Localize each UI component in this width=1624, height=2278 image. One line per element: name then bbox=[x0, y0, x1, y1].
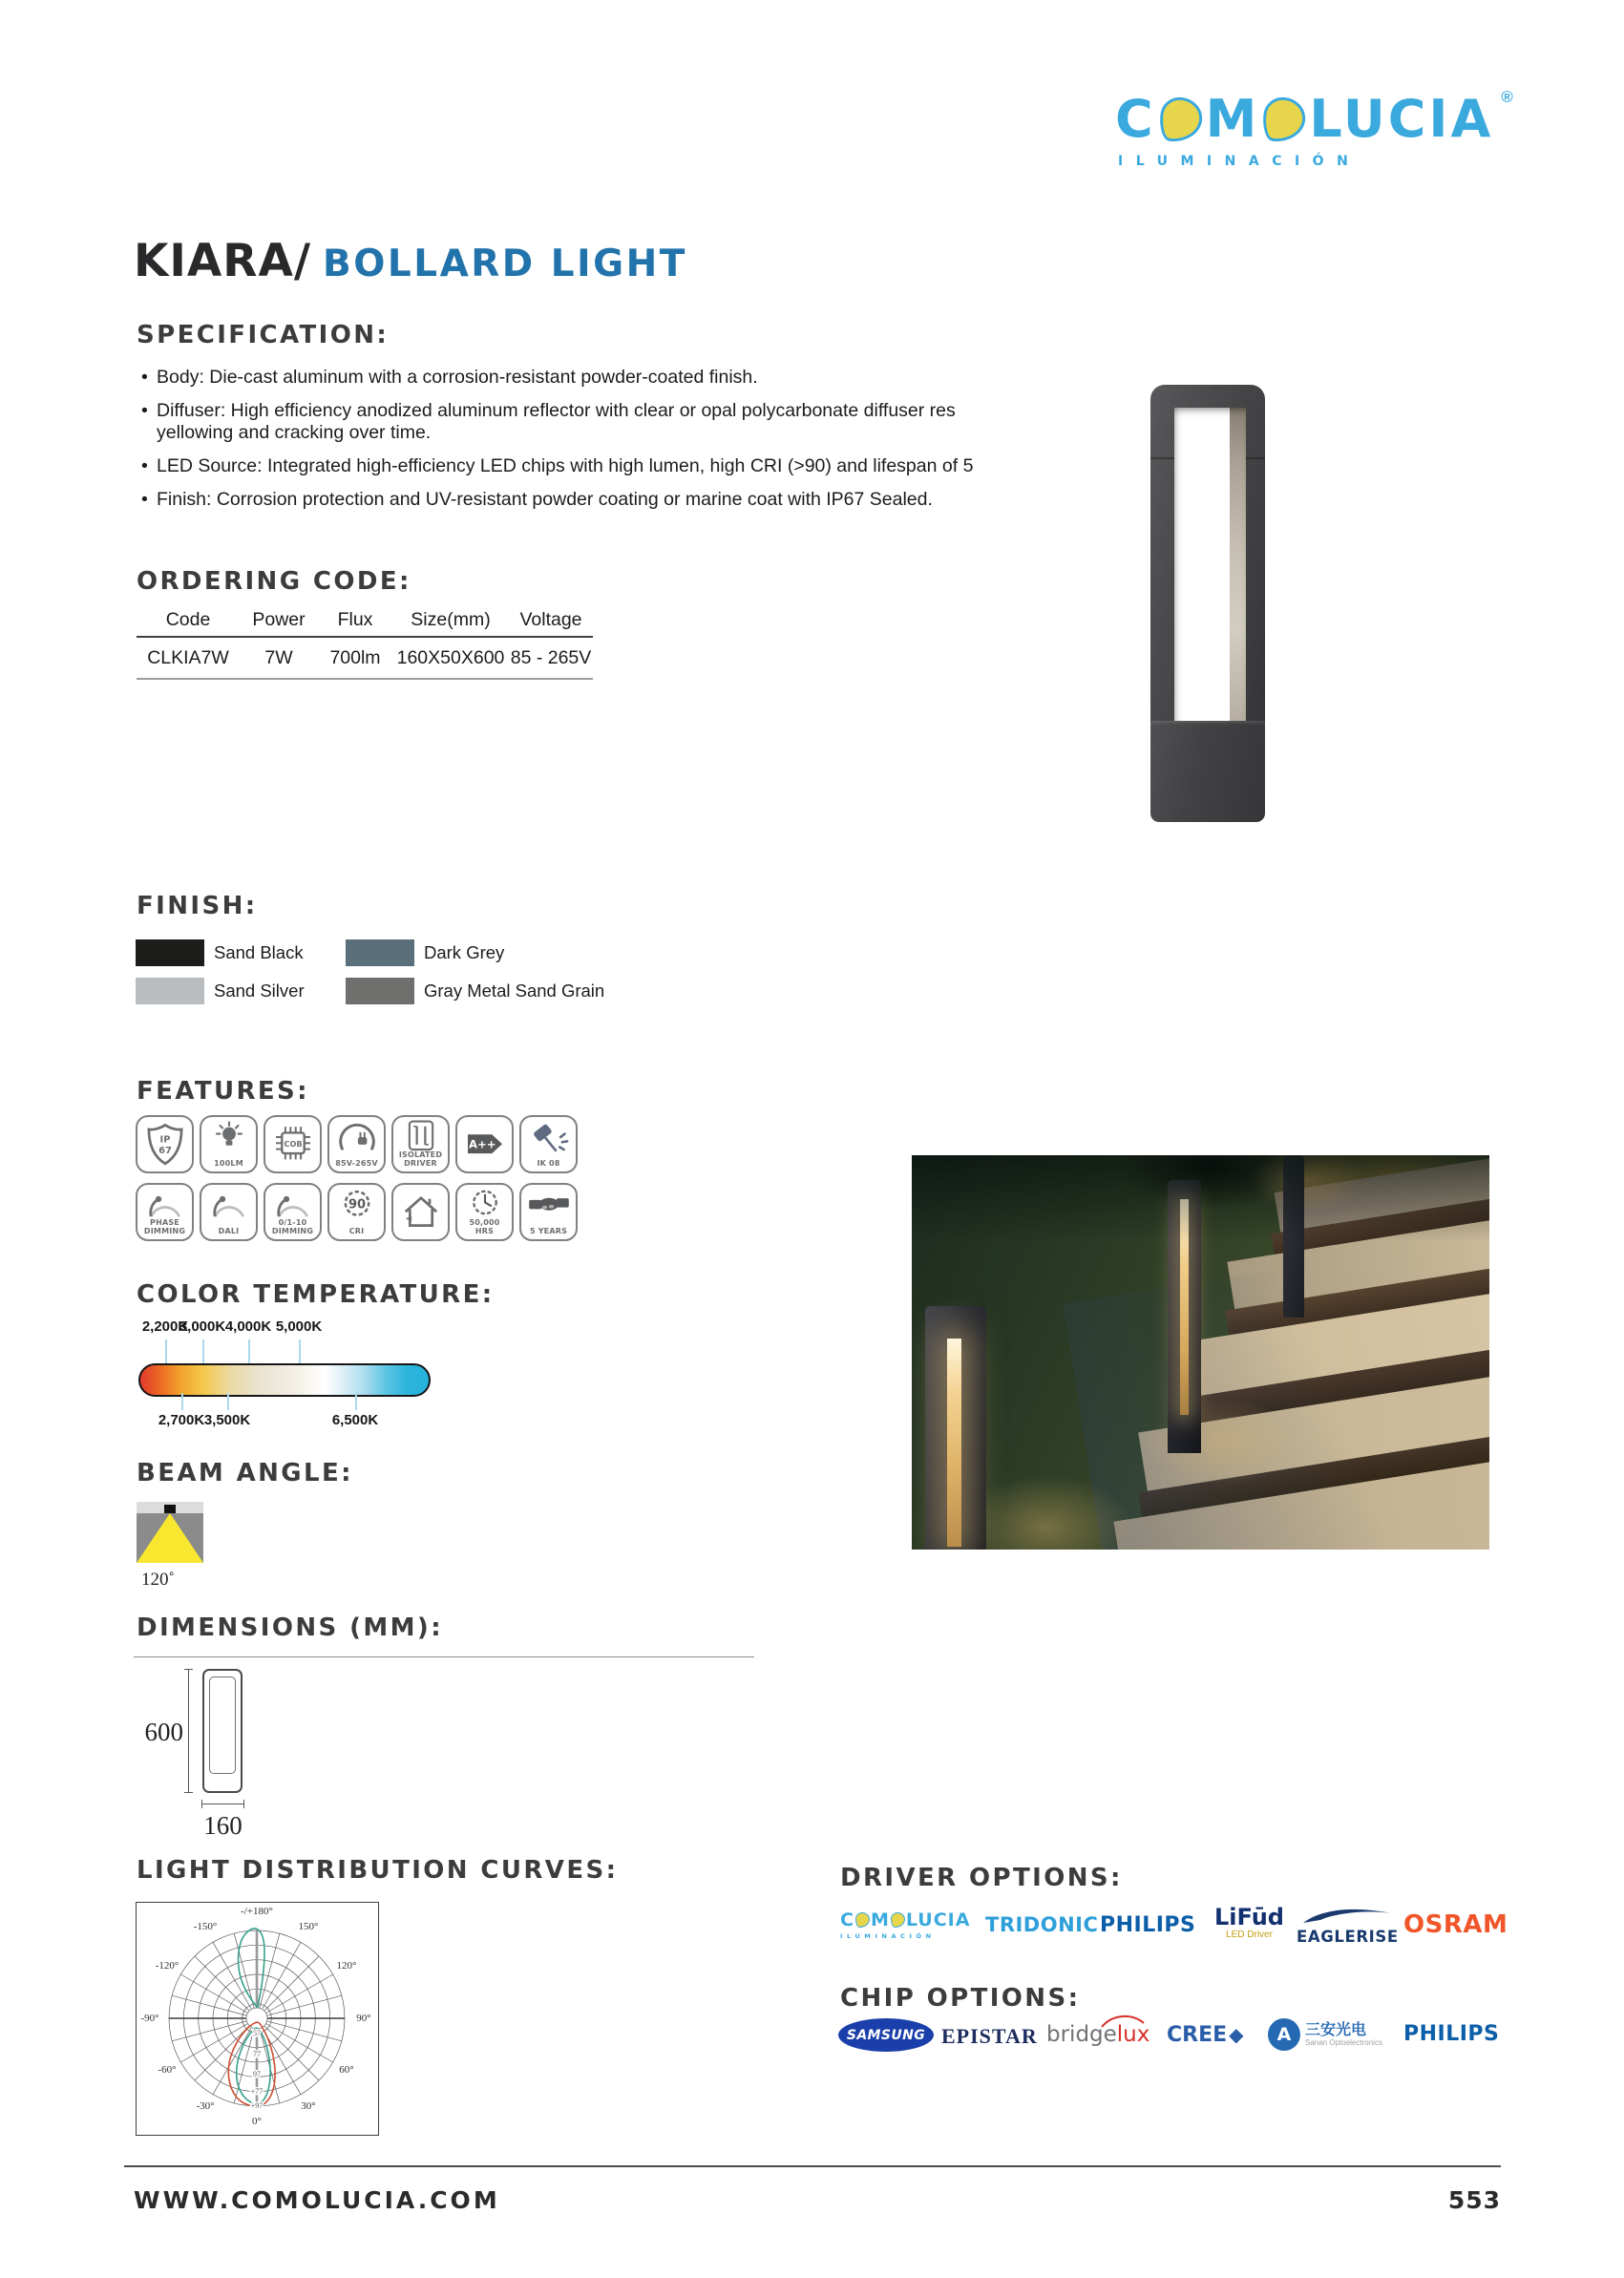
bridgelux-part2: lux bbox=[1116, 2022, 1150, 2047]
dimensions-rule bbox=[134, 1656, 754, 1657]
logo-letters-lucia: LUCIA bbox=[1309, 89, 1494, 149]
ordering-value-cell: 7W bbox=[264, 647, 293, 668]
svg-text:COB: COB bbox=[284, 1138, 302, 1149]
logo-pick-icon bbox=[1157, 95, 1204, 143]
heading-light-distribution: LIGHT DISTRIBUTION CURVES: bbox=[137, 1856, 619, 1885]
beam-source bbox=[164, 1505, 176, 1513]
feature-icon-isolated bbox=[391, 1115, 450, 1173]
feature-icon-bulb bbox=[200, 1115, 258, 1173]
heading-dimensions: DIMENSIONS (MM): bbox=[137, 1614, 443, 1642]
color-temp-tick-label: 3,000K bbox=[179, 1318, 226, 1335]
svg-text:IP: IP bbox=[159, 1134, 170, 1146]
logo-subtitle: ILUMINACIÓN bbox=[1118, 154, 1361, 169]
logo-letters-lucia: LUCIA bbox=[905, 1909, 971, 1930]
svg-text:-30°: -30° bbox=[196, 2100, 215, 2112]
chip-logo-philips: PHILIPS bbox=[1403, 2022, 1500, 2046]
svg-text:67: 67 bbox=[158, 1146, 172, 1157]
product-render bbox=[1150, 385, 1265, 822]
logo-letter-c: C bbox=[1115, 89, 1156, 149]
feature-caption: 5 YEARS bbox=[529, 1226, 568, 1235]
cree-wordmark: CREE bbox=[1167, 2023, 1228, 2047]
color-temp-tick bbox=[299, 1339, 301, 1363]
color-temp-tick bbox=[248, 1339, 250, 1363]
dimension-width-value: 160 bbox=[203, 1811, 243, 1840]
page-title bbox=[134, 235, 687, 287]
finish-label: Dark Grey bbox=[424, 942, 505, 962]
svg-text:97: 97 bbox=[253, 2070, 261, 2078]
feature-icon-handshake bbox=[519, 1183, 578, 1241]
chip-logo-epistar: EPISTAR bbox=[941, 2024, 1038, 2048]
svg-text:120°: 120° bbox=[336, 1960, 357, 1972]
svg-text:77: 77 bbox=[253, 2050, 261, 2058]
driver-logo-comolucia bbox=[840, 1909, 970, 1940]
bollard-cutout bbox=[1174, 408, 1246, 723]
product-name: KIARA/ bbox=[134, 235, 312, 287]
spec-list bbox=[141, 367, 1058, 522]
svg-text:-150°: -150° bbox=[193, 1921, 218, 1932]
feature-icon-cri bbox=[327, 1183, 386, 1241]
driver-logo-tridonic: TRIDONIC bbox=[985, 1913, 1099, 1936]
svg-text:150°: 150° bbox=[298, 1921, 319, 1932]
svg-text:30°: 30° bbox=[301, 2100, 316, 2112]
logo-letter-m: M bbox=[870, 1909, 890, 1930]
feature-caption: DALI bbox=[218, 1226, 240, 1235]
mini-logo-row bbox=[840, 1909, 970, 1930]
feature-icon-chip bbox=[264, 1115, 322, 1173]
ordering-data-row bbox=[137, 638, 593, 680]
beam-cone bbox=[137, 1513, 203, 1563]
dimension-tick bbox=[184, 1669, 193, 1670]
spec-bullet-line: • Finish: Corrosion protection and UV-resistant powder coating or marine coat with IP67 Sealed. bbox=[157, 489, 933, 510]
feature-icon-shield bbox=[136, 1115, 194, 1173]
finish-label: Gray Metal Sand Grain bbox=[424, 981, 605, 1001]
bollard-lamp-panel bbox=[1230, 408, 1246, 723]
feature-icon-hammer bbox=[519, 1115, 578, 1173]
driver-logo-eaglerise bbox=[1297, 1906, 1399, 1946]
feature-icon-clock bbox=[455, 1183, 514, 1241]
bollard-base bbox=[1150, 721, 1265, 822]
beam-angle-value: 120˚ bbox=[141, 1570, 175, 1590]
heading-finish: FINISH: bbox=[137, 892, 258, 920]
feature-caption: IK 08 bbox=[537, 1158, 560, 1168]
chip-logo-samsung bbox=[838, 2018, 934, 2052]
product-category: BOLLARD LIGHT bbox=[323, 243, 687, 285]
sanan-subtitle: Sanan Optoelectronics bbox=[1305, 2038, 1382, 2048]
color-temp-tick bbox=[227, 1393, 229, 1410]
ordering-header-cell: Code bbox=[165, 609, 211, 630]
feature-caption: ISOLATED DRIVER bbox=[398, 1150, 443, 1168]
feature-caption: 85V-265V bbox=[335, 1158, 378, 1168]
dimension-width-line bbox=[201, 1803, 244, 1804]
cree-diamond-icon: ◆ bbox=[1229, 2023, 1244, 2046]
sanan-cn-wordmark: 三安光电 bbox=[1305, 2021, 1367, 2038]
spec-bullet-line: yellowing and cracking over time. bbox=[157, 422, 432, 443]
svg-text:-120°: -120° bbox=[155, 1960, 179, 1972]
footer-page-number: 553 bbox=[1447, 2186, 1501, 2214]
spec-bullet bbox=[141, 400, 1058, 444]
logo-letter-c: C bbox=[840, 1909, 854, 1930]
finish-swatch bbox=[136, 978, 204, 1004]
feature-icon-dial bbox=[200, 1183, 258, 1241]
brand-logo bbox=[1115, 88, 1564, 169]
heading-driver-options: DRIVER OPTIONS: bbox=[840, 1864, 1123, 1892]
eagle-swoosh-icon bbox=[1299, 1906, 1395, 1925]
beam-body bbox=[137, 1513, 203, 1563]
mini-logo-subtitle: ILUMINACIÓN bbox=[840, 1932, 936, 1940]
spec-bullet-line: • Body: Die-cast aluminum with a corrosion-resistant powder-coated finish. bbox=[157, 367, 758, 388]
finish-label: Sand Silver bbox=[214, 981, 305, 1001]
feature-caption: 100LM bbox=[214, 1158, 243, 1168]
ordering-header-cell: Power bbox=[252, 609, 306, 630]
svg-text:+97: +97 bbox=[250, 2101, 264, 2110]
svg-text:57: 57 bbox=[253, 2029, 261, 2037]
color-temp-tick-label: 5,000K bbox=[275, 1318, 323, 1335]
svg-text:-90°: -90° bbox=[140, 2013, 159, 2024]
ordering-header-cell: Size(mm) bbox=[411, 609, 491, 630]
footer-rule bbox=[124, 2165, 1501, 2167]
color-temp-tick bbox=[165, 1339, 167, 1363]
dimension-tick bbox=[184, 1792, 193, 1793]
dimension-height-line bbox=[188, 1669, 189, 1793]
finish-swatch bbox=[136, 939, 204, 966]
svg-text:-60°: -60° bbox=[158, 2064, 177, 2076]
ordering-header-cell: Flux bbox=[337, 609, 373, 630]
samsung-wordmark: SAMSUNG bbox=[846, 2027, 926, 2043]
logo-pick-icon bbox=[891, 1912, 905, 1928]
finish-swatch bbox=[346, 978, 414, 1004]
spec-bullet bbox=[141, 489, 1058, 511]
spec-bullet bbox=[141, 367, 1058, 389]
color-temp-tick-label: 4,000K bbox=[224, 1318, 272, 1335]
lifestyle-photo bbox=[912, 1155, 1489, 1550]
chip-logos-row bbox=[838, 2016, 1526, 2066]
registered-mark: ® bbox=[1501, 88, 1513, 106]
polar-grid bbox=[169, 1930, 345, 2106]
logo-pick-icon bbox=[855, 1912, 870, 1928]
svg-text:60°: 60° bbox=[339, 2064, 354, 2076]
svg-text:90: 90 bbox=[348, 1197, 366, 1213]
logo-pick-icon bbox=[1261, 95, 1308, 143]
eaglerise-wordmark: EAGLERISE bbox=[1297, 1928, 1399, 1946]
color-temperature-bar bbox=[138, 1363, 431, 1397]
color-temp-tick-label: 6,500K bbox=[331, 1412, 379, 1428]
feature-icon-dial bbox=[136, 1183, 194, 1241]
color-temp-tick-label: 3,500K bbox=[203, 1412, 251, 1428]
spec-bullet-line: • LED Source: Integrated high-efficiency LED chips with high lumen, high CRI (>90) and lifespan of 5 bbox=[157, 455, 974, 476]
features-grid bbox=[136, 1115, 589, 1251]
driver-logo-osram: OSRAM bbox=[1403, 1910, 1508, 1939]
color-temp-tick bbox=[202, 1339, 204, 1363]
ordering-value-cell: 85 - 265V bbox=[510, 647, 592, 668]
feature-caption: PHASE DIMMING bbox=[143, 1218, 186, 1235]
heading-ordering-code: ORDERING CODE: bbox=[137, 567, 411, 596]
feature-caption: CRI bbox=[348, 1226, 365, 1235]
bridgelux-part1: bridge bbox=[1046, 2022, 1117, 2047]
spec-bullet-line: • Diffuser: High efficiency anodized aluminum reflector with clear or opal polycarbonate diffuser res bbox=[157, 400, 956, 421]
photo-vignette bbox=[912, 1155, 1489, 1550]
svg-text:+77: +77 bbox=[250, 2087, 264, 2096]
polar-chart bbox=[137, 1903, 378, 2135]
dimension-drawing-inner bbox=[209, 1677, 236, 1774]
svg-text:-/+180°: -/+180° bbox=[241, 1906, 273, 1917]
sanan-circle-icon: A bbox=[1268, 2018, 1300, 2051]
finish-label: Sand Black bbox=[214, 942, 304, 962]
footer-website: WWW.COMOLUCIA.COM bbox=[134, 2186, 500, 2214]
brand-logo-row bbox=[1115, 88, 1564, 149]
svg-text:90°: 90° bbox=[356, 2013, 371, 2024]
chip-logo-cree bbox=[1167, 2023, 1244, 2047]
bollard-seam bbox=[1150, 457, 1174, 459]
finish-swatch bbox=[346, 939, 414, 966]
driver-logos-row bbox=[840, 1906, 1528, 1955]
dimension-tick bbox=[243, 1800, 244, 1808]
driver-logo-philips: PHILIPS bbox=[1100, 1913, 1196, 1937]
svg-text:0°: 0° bbox=[252, 2116, 262, 2127]
chip-logo-bridgelux bbox=[1046, 2022, 1149, 2047]
color-temp-tick-label: 2,700K bbox=[158, 1412, 205, 1428]
bridgelux-arc-icon bbox=[1100, 2014, 1146, 2029]
ordering-value-cell: 160X50X600 bbox=[396, 647, 505, 668]
spec-bullet bbox=[141, 455, 1058, 477]
feature-icon-gauge bbox=[327, 1115, 386, 1173]
driver-logo-lifud bbox=[1214, 1906, 1284, 1940]
heading-beam-angle: BEAM ANGLE: bbox=[137, 1459, 353, 1487]
ordering-value-cell: 700lm bbox=[329, 647, 381, 668]
feature-caption: 50,000 HRS bbox=[469, 1218, 500, 1235]
dimension-tick bbox=[201, 1800, 202, 1808]
light-distribution-chart bbox=[136, 1902, 379, 2136]
ordering-header-cell: Voltage bbox=[519, 609, 582, 630]
feature-caption: 0/1-10 DIMMING bbox=[271, 1218, 314, 1235]
heading-chip-options: CHIP OPTIONS: bbox=[840, 1984, 1081, 2013]
ordering-header-row bbox=[137, 609, 593, 638]
heading-specification: SPECIFICATION: bbox=[137, 321, 390, 349]
beam-angle-icon bbox=[137, 1502, 203, 1563]
color-temp-tick bbox=[181, 1393, 183, 1410]
ordering-value-cell: CLKIA7W bbox=[147, 647, 229, 668]
heading-features: FEATURES: bbox=[137, 1077, 309, 1106]
dimension-height-value: 600 bbox=[144, 1718, 183, 1746]
svg-text:A++: A++ bbox=[468, 1137, 496, 1151]
heading-color-temperature: COLOR TEMPERATURE: bbox=[137, 1280, 495, 1309]
feature-icon-energy bbox=[455, 1115, 514, 1173]
lifud-subtitle: LED Driver bbox=[1226, 1930, 1273, 1940]
chip-logo-sanan bbox=[1268, 2018, 1382, 2051]
feature-icon-dial bbox=[264, 1183, 322, 1241]
logo-letter-m: M bbox=[1205, 89, 1260, 149]
feature-icon-house bbox=[391, 1183, 450, 1241]
ordering-table bbox=[137, 609, 593, 680]
color-temp-tick-label: 2,200K bbox=[141, 1318, 189, 1335]
lifud-wordmark: LiFūd bbox=[1214, 1904, 1284, 1930]
bollard-seam bbox=[1246, 457, 1265, 459]
color-temp-tick bbox=[355, 1393, 357, 1410]
